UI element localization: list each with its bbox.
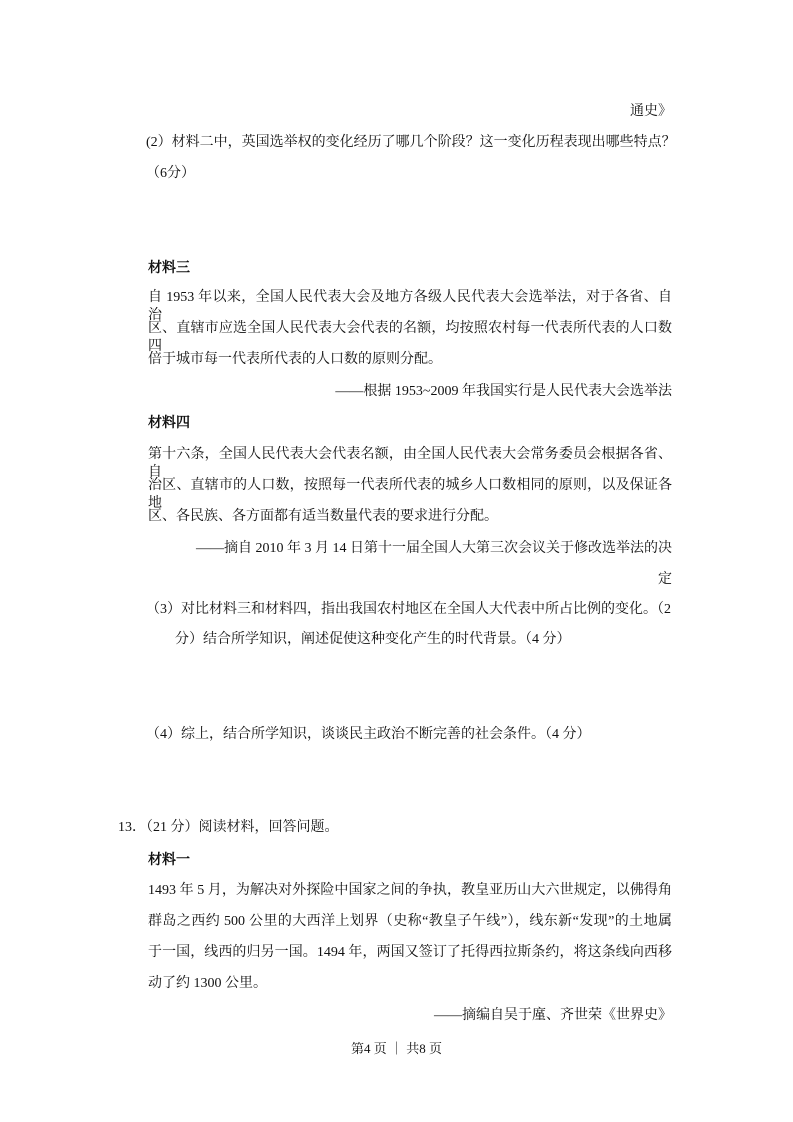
material-3-line: 自 1953 年以来，全国人民代表大会及地方各级人民代表大会选举法，对于各省、自治 [148,290,672,323]
material-4-source: ——摘自 2010 年 3 月 14 日第十一届全国人大第三次会议关于修改选举法的决 [196,541,672,556]
material-3-line: 区、直辖市应选全国人民代表大会代表的名额，均按照农村每一代表所代表的人口数四 [148,321,672,354]
page-footer: 第4 页 ｜ 共8 页 [350,1041,442,1056]
q13-material-1-line: 1493 年 5 月，为解决对外探险中国家之间的争执，教皇亚历山大六世规定，以佛得角 [148,883,672,898]
material-4-source-continued: 定 [658,572,672,587]
q13-material-1-line: 群岛之西约 500 公里的大西洋上划界（史称“教皇子午线”），线东新“发现”的土地属 [148,914,672,929]
q13-material-1-source: ——摘编自吴于廑、齐世荣《世界史》 [434,1008,672,1023]
question-2: (2）材料二中，英国选举权的变化经历了哪几个阶段？这一变化历程表现出哪些特点？ [146,135,676,150]
question-4: （4）综上，结合所学知识，谈谈民主政治不断完善的社会条件。（4 分） [146,727,591,742]
material-3-source: ——根据 1953~2009 年我国实行是人民代表大会选举法 [335,384,672,399]
material-4-line: 治区、直辖市的人口数，按照每一代表所代表的城乡人口数相同的原则，以及保证各地 [148,478,672,511]
material-3-heading: 材料三 [148,261,190,276]
previous-source-tail: 通史》 [630,104,672,119]
q13-material-1-line: 于一国，线西的归另一国。1494 年，两国又签订了托得西拉斯条约，将这条线向西移 [148,945,672,960]
material-4-line: 区、各民族、各方面都有适当数量代表的要求进行分配。 [148,509,498,524]
material-4-heading: 材料四 [148,416,190,431]
question-3-continued: 分）结合所学知识，阐述促使这种变化产生的时代背景。（4 分） [175,632,571,647]
question-13-title: 13．（21 分）阅读材料，回答问题。 [118,820,339,835]
question-2-score: （6分） [146,166,195,181]
q13-material-1-heading: 材料一 [148,853,190,868]
material-3-line: 倍于城市每一代表所代表的人口数的原则分配。 [148,352,442,367]
question-3: （3）对比材料三和材料四，指出我国农村地区在全国人大代表中所占比例的变化。（2 [146,602,671,617]
q13-material-1-line: 动了约 1300 公里。 [148,976,267,991]
material-4-line: 第十六条，全国人民代表大会代表名额，由全国人民代表大会常务委员会根据各省、自 [148,447,672,480]
